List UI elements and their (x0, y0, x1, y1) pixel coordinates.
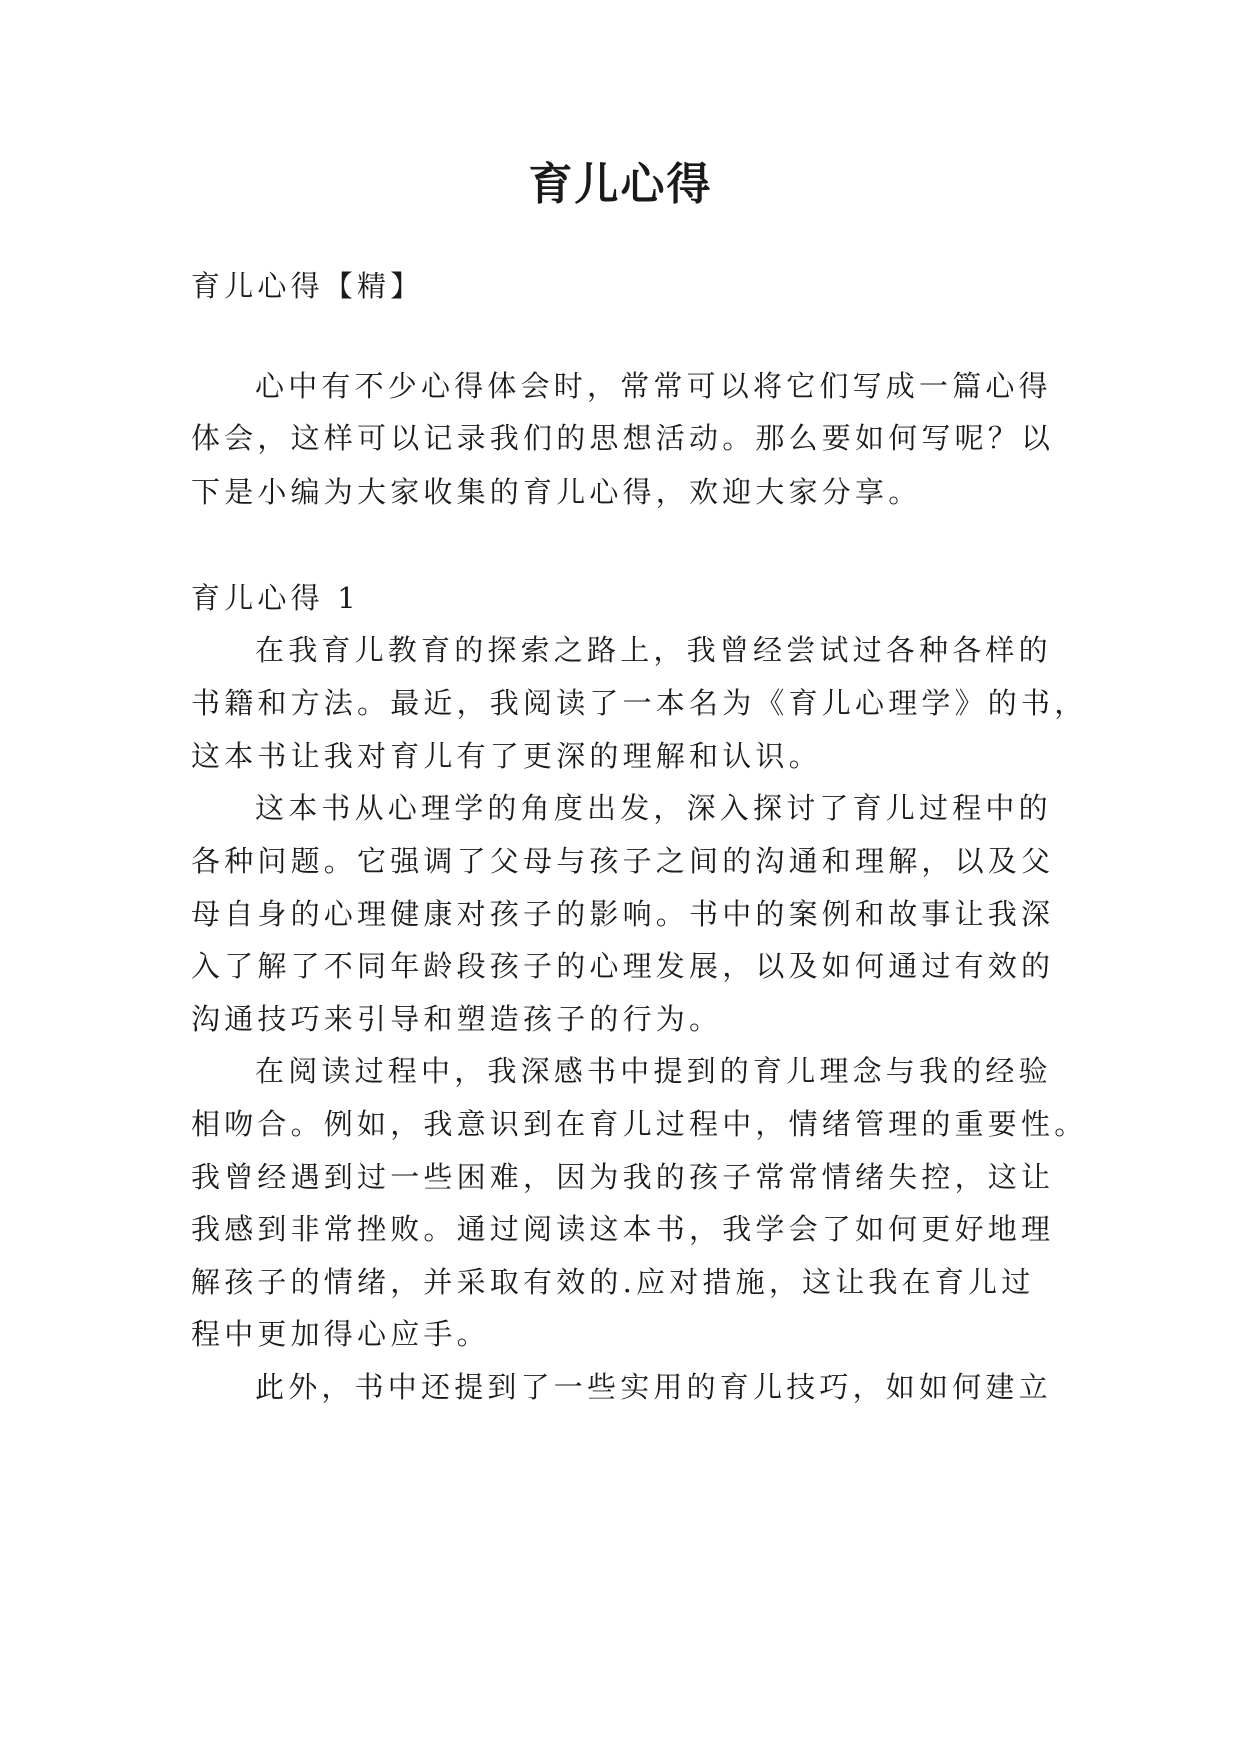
paragraph-line: 我感到非常挫败。通过阅读这本书，我学会了如何更好地理 (191, 1212, 1055, 1246)
page-title: 育儿心得 (528, 159, 713, 210)
intro-line: 体会，这样可以记录我们的思想活动。那么要如何写呢？以 (191, 421, 1055, 455)
paragraph-line: 解孩子的情绪，并采取有效的.应对措施，这让我在育儿过 (191, 1265, 1035, 1299)
intro-line: 心中有不少心得体会时，常常可以将它们写成一篇心得 (255, 369, 1052, 403)
section-heading: 育儿心得 1 (191, 581, 360, 615)
paragraph-line: 母自身的心理健康对孩子的影响。书中的案例和故事让我深 (191, 897, 1055, 931)
paragraph-line: 各种问题。它强调了父母与孩子之间的沟通和理解，以及父 (191, 844, 1055, 878)
paragraph-line: 入了解了不同年龄段孩子的心理发展，以及如何通过有效的 (191, 949, 1055, 983)
paragraph-line: 程中更加得心应手。 (191, 1317, 490, 1351)
paragraph-line: 这本书从心理学的角度出发，深入探讨了育儿过程中的 (255, 791, 1052, 825)
document-subtitle: 育儿心得【精】 (191, 269, 424, 303)
paragraph-line: 此外，书中还提到了一些实用的育儿技巧，如如何建立 (255, 1370, 1052, 1404)
paragraph-line: 相吻合。例如，我意识到在育儿过程中，情绪管理的重要性。 (191, 1107, 1088, 1141)
paragraph-line: 沟通技巧来引导和塑造孩子的行为。 (191, 1002, 723, 1036)
paragraph-line: 这本书让我对育儿有了更深的理解和认识。 (191, 739, 822, 773)
paragraph-line: 书籍和方法。最近，我阅读了一本名为《育儿心理学》的书， (191, 686, 1088, 720)
paragraph-line: 在阅读过程中，我深感书中提到的育儿理念与我的经验 (255, 1054, 1052, 1088)
intro-line: 下是小编为大家收集的育儿心得，欢迎大家分享。 (191, 475, 922, 509)
paragraph-line: 我曾经遇到过一些困难，因为我的孩子常常情绪失控，这让 (191, 1160, 1055, 1194)
paragraph-line: 在我育儿教育的探索之路上，我曾经尝试过各种各样的 (255, 633, 1052, 667)
